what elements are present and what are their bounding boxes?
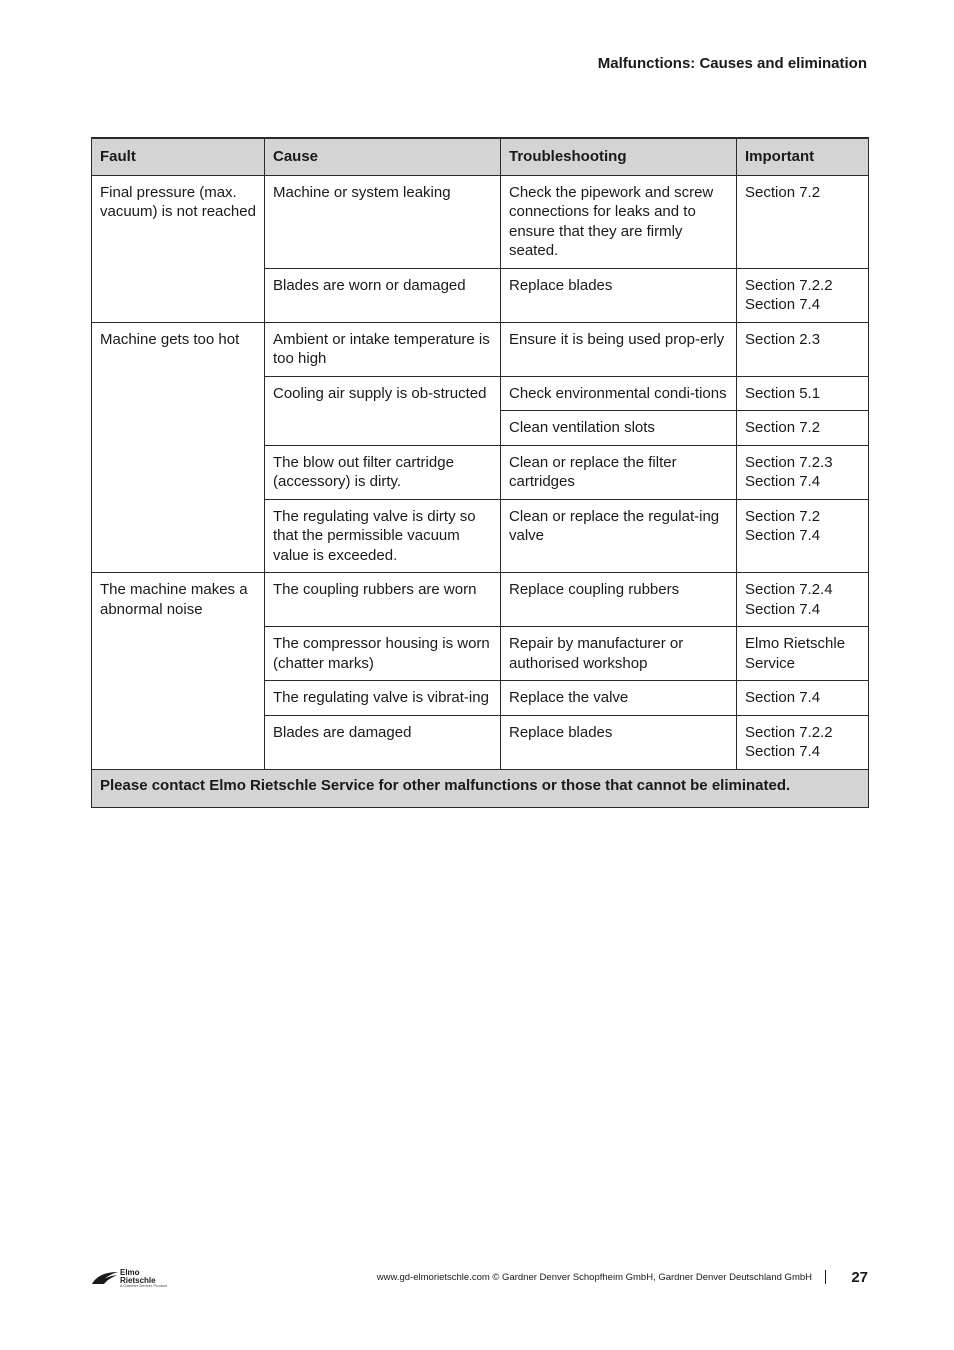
important-cell: Section 7.4 — [737, 681, 869, 716]
footer-divider — [825, 1270, 826, 1284]
troubleshooting-cell: Clean or replace the regulat-ing valve — [501, 499, 737, 573]
cause-cell: Machine or system leaking — [265, 175, 501, 268]
table-header-row — [92, 138, 869, 175]
important-cell: Section 7.2.4 Section 7.4 — [737, 573, 869, 627]
important-cell: Section 5.1 — [737, 376, 869, 411]
table-row — [92, 175, 869, 268]
cause-cell: The coupling rubbers are worn — [265, 573, 501, 627]
troubleshooting-cell: Replace the valve — [501, 681, 737, 716]
contact-service-note: Please contact Elmo Rietschle Service for other malfunctions or those that cannot be eliminated. — [92, 769, 869, 808]
cause-cell: The regulating valve is dirty so that the permissible vacuum value is exceeded. — [265, 499, 501, 573]
cause-cell: Cooling air supply is ob-structed — [265, 376, 501, 445]
important-cell: Section 7.2 — [737, 411, 869, 446]
important-cell: Section 7.2.2 Section 7.4 — [737, 715, 869, 769]
table-row — [92, 573, 869, 627]
troubleshooting-cell: Ensure it is being used prop-erly — [501, 322, 737, 376]
cause-cell: Blades are worn or damaged — [265, 268, 501, 322]
table-footer-row — [92, 769, 869, 808]
table-row — [92, 322, 869, 376]
cause-cell: The regulating valve is vibrat-ing — [265, 681, 501, 716]
important-cell: Section 2.3 — [737, 322, 869, 376]
column-header-fault: Fault — [92, 138, 265, 175]
column-header-important: Important — [737, 138, 869, 175]
page-number: 27 — [851, 1269, 868, 1286]
troubleshooting-cell: Replace blades — [501, 268, 737, 322]
important-cell: Section 7.2.3 Section 7.4 — [737, 445, 869, 499]
column-header-cause: Cause — [265, 138, 501, 175]
fault-cell: The machine makes a abnormal noise — [92, 573, 265, 770]
troubleshooting-cell: Repair by manufacturer or authorised workshop — [501, 627, 737, 681]
malfunctions-table — [91, 137, 869, 808]
page-title: Malfunctions: Causes and elimination — [597, 55, 867, 72]
troubleshooting-cell: Clean or replace the filter cartridges — [501, 445, 737, 499]
important-cell: Elmo Rietschle Service — [737, 627, 869, 681]
troubleshooting-cell: Clean ventilation slots — [501, 411, 737, 446]
cause-cell: The compressor housing is worn (chatter marks) — [265, 627, 501, 681]
troubleshooting-cell: Check environmental condi-tions — [501, 376, 737, 411]
fault-cell: Final pressure (max. vacuum) is not reached — [92, 175, 265, 322]
cause-cell: Blades are damaged — [265, 715, 501, 769]
website-url: www.gd-elmorietschle.com — [376, 1272, 490, 1283]
cause-cell: The blow out filter cartridge (accessory) is dirty. — [265, 445, 501, 499]
important-cell: Section 7.2 Section 7.4 — [737, 499, 869, 573]
logo-line-2: Rietschle — [120, 1275, 156, 1285]
troubleshooting-cell: Check the pipework and screw connections for leaks and to ensure that they are firmly seated. — [501, 175, 737, 268]
cause-cell: Ambient or intake temperature is too high — [265, 322, 501, 376]
copyright-text: © Gardner Denver Schopfheim GmbH, Gardner Denver Deutschland GmbH — [492, 1272, 812, 1283]
page-footer — [91, 1268, 868, 1290]
troubleshooting-cell: Replace coupling rubbers — [501, 573, 737, 627]
important-cell: Section 7.2.2 Section 7.4 — [737, 268, 869, 322]
troubleshooting-cell: Replace blades — [501, 715, 737, 769]
logo-line-1: Elmo — [120, 1268, 140, 1277]
footer-copyright — [377, 1272, 812, 1283]
fault-cell: Machine gets too hot — [92, 322, 265, 573]
important-cell: Section 7.2 — [737, 175, 869, 268]
swoosh-logo-icon — [91, 1271, 119, 1285]
column-header-troubleshooting: Troubleshooting — [501, 138, 737, 175]
logo-tagline: A Gardner Denver Product — [120, 1283, 168, 1288]
elmo-rietschle-logo — [91, 1268, 171, 1290]
